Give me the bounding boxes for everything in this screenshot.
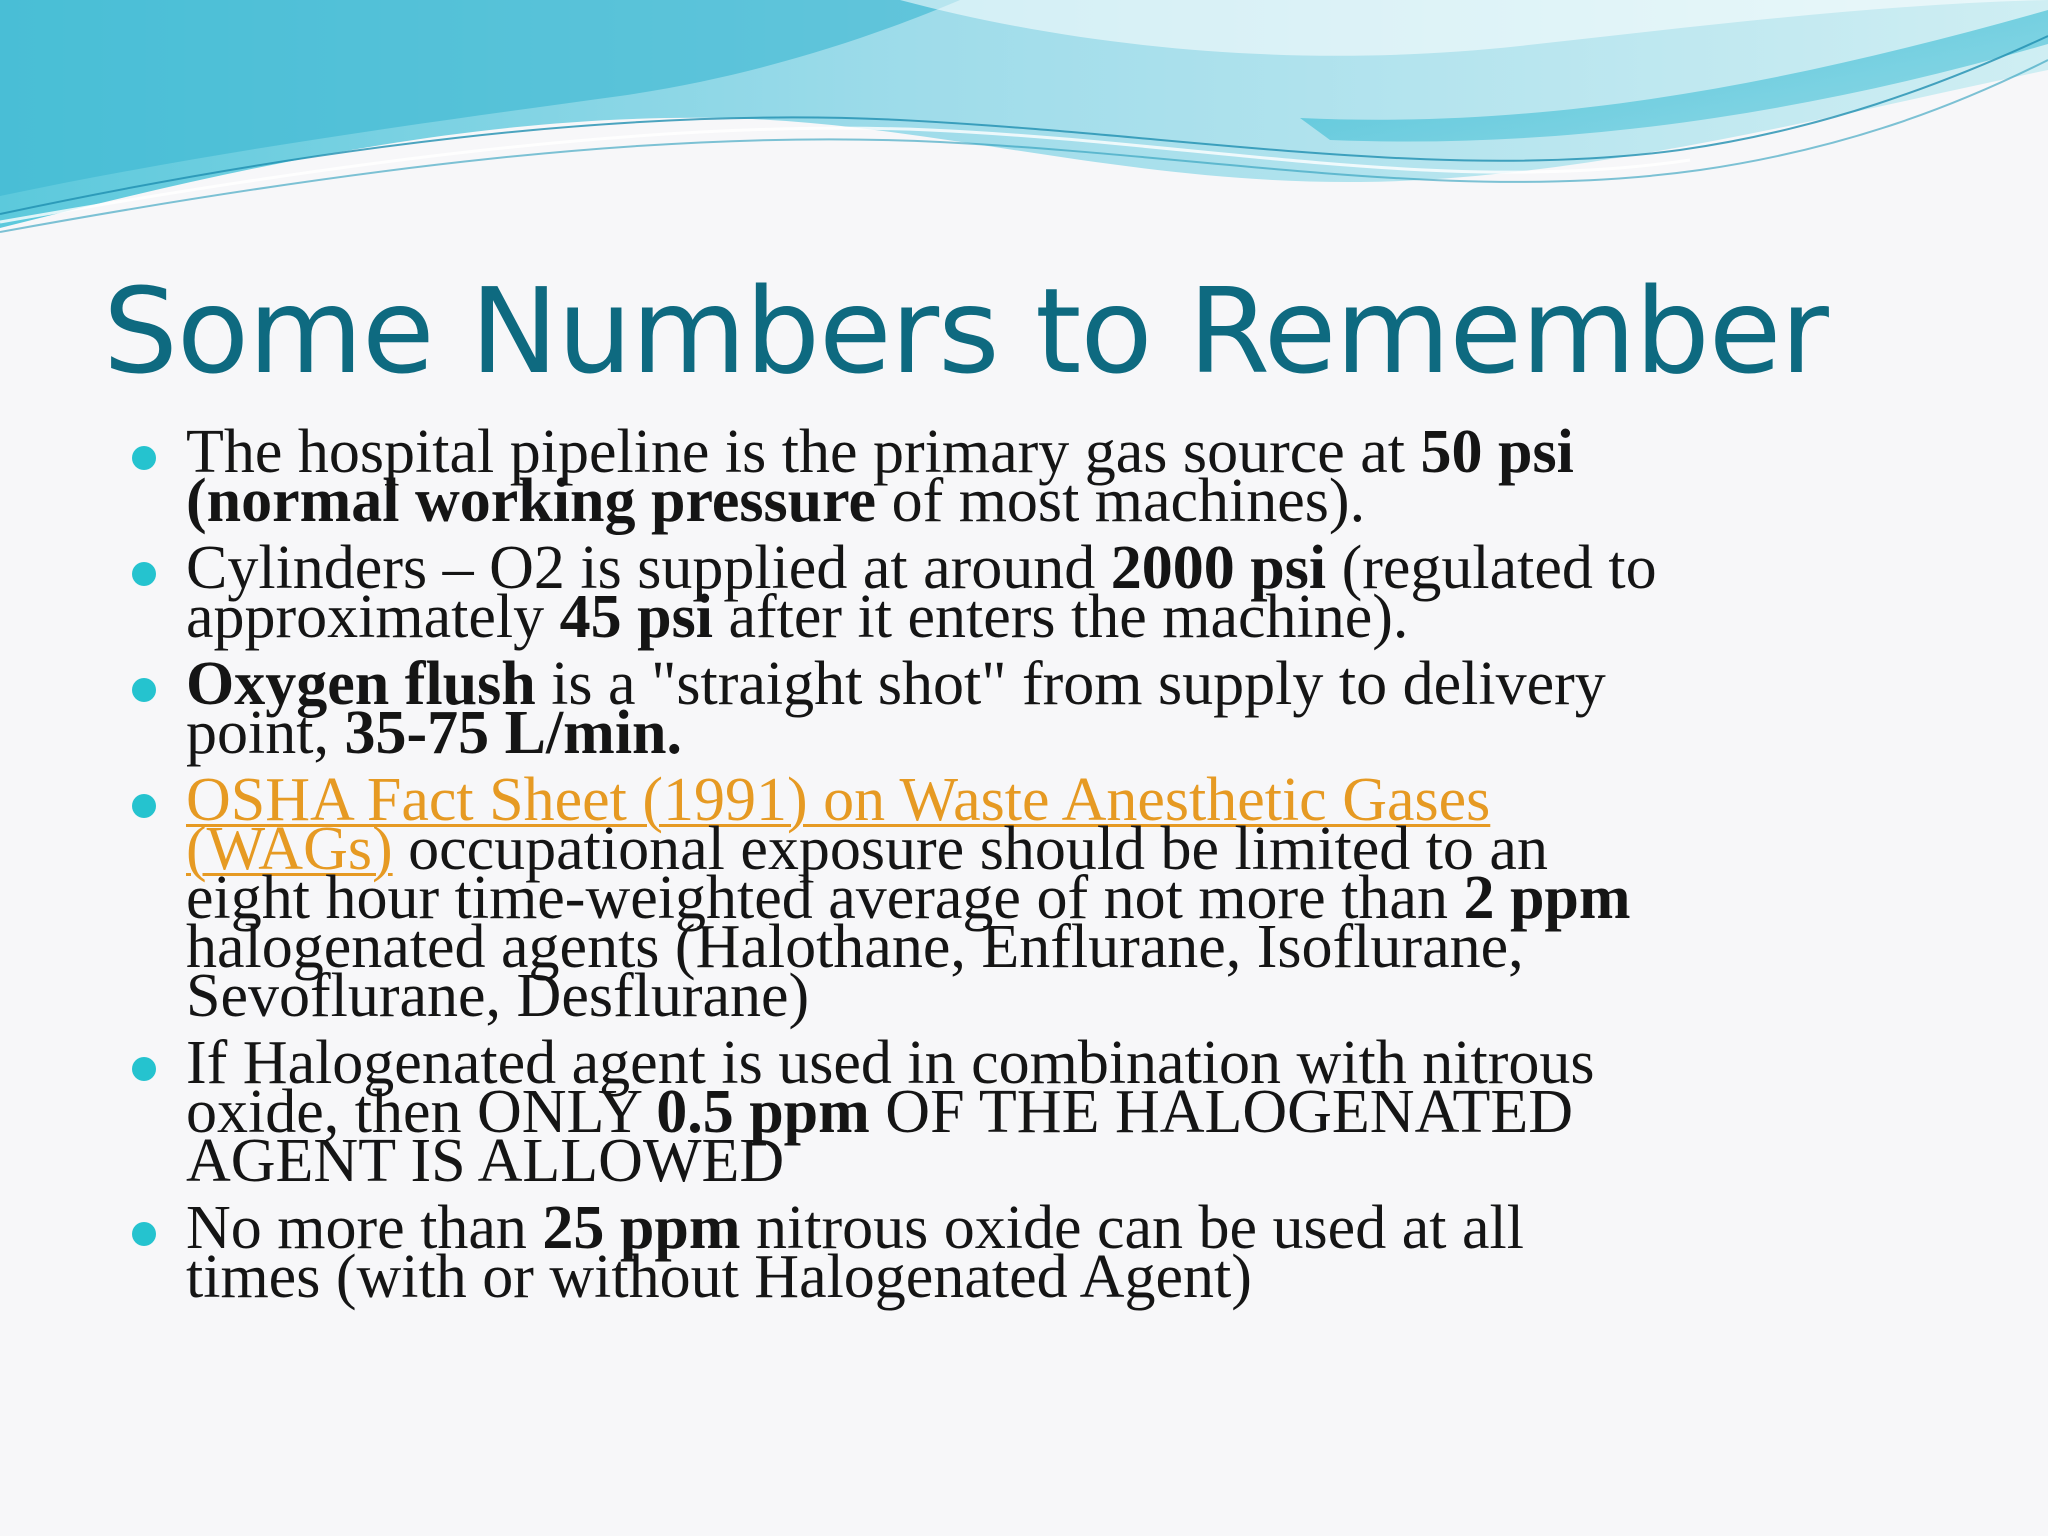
bold-text: 50 psi	[1420, 418, 1574, 486]
slide-title: Some Numbers to Remember	[103, 262, 1828, 400]
bullet-dot-icon	[132, 1057, 156, 1081]
bullet-item	[186, 1194, 1966, 1311]
text-segment: No more than	[186, 1194, 543, 1262]
text-segment: is a "straight shot" from supply to delivery	[535, 650, 1606, 718]
bullet-item	[186, 766, 1966, 1030]
text-segment: Cylinders – O2 is supplied at around	[186, 534, 1111, 602]
bullet-dot-icon	[132, 678, 156, 702]
bullet-line	[186, 1243, 1966, 1311]
osha-fact-sheet-link[interactable]: OSHA Fact Sheet (1991) on Waste Anesthetic Gases	[186, 766, 1491, 834]
text-segment: occupational exposure should be limited to an	[392, 815, 1548, 883]
text-segment: halogenated agents (Halothane, Enflurane, Isoflurane,	[186, 913, 1524, 981]
text-segment: The hospital pipeline is the primary gas source at	[186, 418, 1421, 486]
bold-text: 45 psi	[559, 583, 713, 651]
bullet-item	[186, 1029, 1966, 1195]
bold-text: 2000 psi	[1110, 534, 1327, 602]
bold-text: 25 ppm	[542, 1194, 741, 1262]
text-segment: times (with or without Halogenated Agent)	[186, 1243, 1252, 1311]
text-segment: If Halogenated agent is used in combination with nitrous	[186, 1029, 1595, 1097]
bullet-dot-icon	[132, 1222, 156, 1246]
text-segment: point,	[186, 699, 345, 767]
text-segment: oxide, then ONLY	[186, 1078, 657, 1146]
text-segment: Sevoflurane, Desflurane)	[186, 962, 810, 1030]
bullet-line	[186, 583, 1966, 651]
bold-text: 35-75 L/min.	[344, 699, 683, 767]
bullet-line	[186, 467, 1966, 535]
text-segment: approximately	[186, 583, 560, 651]
bullet-list	[186, 418, 1966, 1320]
bullet-dot-icon	[132, 562, 156, 586]
text-segment: (regulated to	[1326, 534, 1657, 602]
text-segment: after it enters the machine).	[712, 583, 1409, 651]
bullet-item	[186, 650, 1966, 767]
bullet-item	[186, 534, 1966, 651]
bullet-dot-icon	[132, 446, 156, 470]
bold-text: (normal working pressure	[186, 467, 877, 535]
text-segment: OF THE HALOGENATED	[869, 1078, 1573, 1146]
text-segment: eight hour time-weighted average of not more than	[186, 864, 1464, 932]
text-segment: AGENT IS ALLOWED	[186, 1127, 785, 1195]
text-segment: nitrous oxide can be used at all	[740, 1194, 1524, 1262]
bullet-item	[186, 418, 1966, 535]
osha-fact-sheet-link[interactable]: (WAGs)	[186, 815, 393, 883]
bold-text: 0.5 ppm	[656, 1078, 870, 1146]
bold-text: Oxygen flush	[186, 650, 536, 718]
bullet-dot-icon	[132, 794, 156, 818]
bold-text: 2 ppm	[1463, 864, 1631, 932]
text-segment: of most machines).	[876, 467, 1366, 535]
wave-header-decoration	[0, 0, 2048, 260]
